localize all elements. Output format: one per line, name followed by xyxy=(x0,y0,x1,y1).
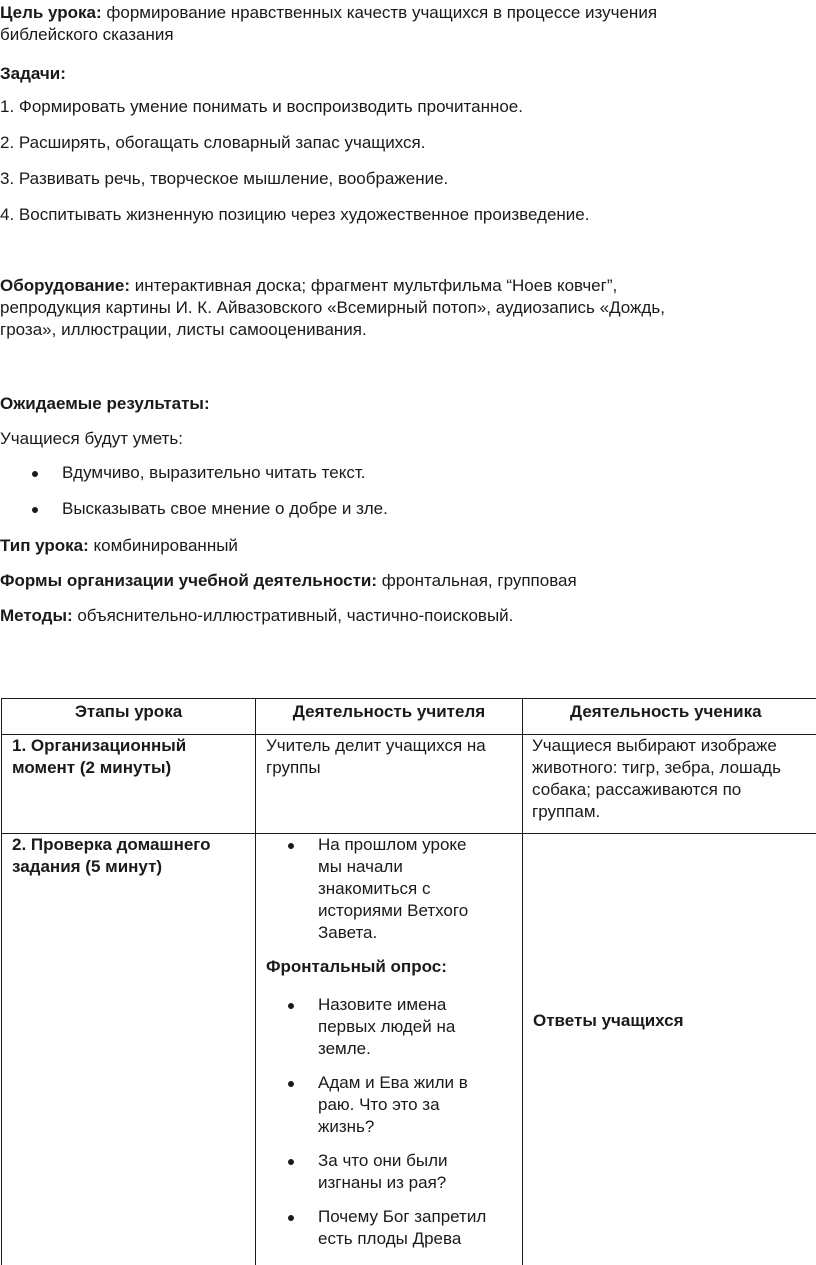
result-item-text: Высказывать свое мнение о добре и зле. xyxy=(62,499,388,518)
result-item-text: Вдумчиво, выразительно читать текст. xyxy=(62,463,366,482)
table-row xyxy=(2,834,816,1265)
header-student: Деятельность ученика xyxy=(523,699,816,735)
bullet-icon xyxy=(288,843,294,849)
teacher-line: Учитель делит учащихся на xyxy=(266,736,486,755)
survey-label: Фронтальный опрос: xyxy=(266,957,447,976)
list-line: изгнаны из рая? xyxy=(318,1173,447,1192)
intro-list xyxy=(256,834,522,944)
equipment-line-2: репродукция картины И. К. Айвазовского «Всемирный потоп», аудиозапись «Дождь, xyxy=(0,298,665,317)
lesson-goal xyxy=(0,2,657,24)
list-line: жизнь? xyxy=(318,1117,375,1136)
list-line: Почему Бог запретил xyxy=(318,1207,487,1226)
goal-text-2: библейского сказания xyxy=(0,25,174,44)
bullet-icon xyxy=(32,471,38,477)
table-header-row xyxy=(2,699,816,735)
list-item xyxy=(256,1150,522,1194)
list-item xyxy=(256,1206,522,1250)
bullet-icon xyxy=(288,1081,294,1087)
methods-value: объяснительно-иллюстративный, частично-поисковый. xyxy=(72,606,514,625)
questions-list xyxy=(256,994,522,1250)
list-line: знакомиться с xyxy=(318,879,431,898)
forms-value: фронтальная, групповая xyxy=(377,571,577,590)
task-item-2: 2. Расширять, обогащать словарный запас учащихся. xyxy=(0,133,426,152)
list-line: Адам и Ева жили в xyxy=(318,1073,468,1092)
list-line: историями Ветхого xyxy=(318,901,469,920)
header-stages: Этапы урока xyxy=(2,699,256,735)
equipment xyxy=(0,275,617,297)
bullet-icon xyxy=(32,507,38,513)
bullet-icon xyxy=(288,1159,294,1165)
student-answers: Ответы учащихся xyxy=(533,1011,684,1030)
stage-cell xyxy=(2,735,256,834)
teacher-line: группы xyxy=(266,758,321,777)
table-row xyxy=(2,735,816,834)
student-cell xyxy=(523,834,816,1265)
list-line: первых людей на xyxy=(318,1017,456,1036)
stage-line: 1. Организационный xyxy=(12,736,187,755)
student-line: Учащиеся выбирают изображе xyxy=(532,736,777,755)
stage-line: момент (2 минуты) xyxy=(12,758,172,777)
list-line: земле. xyxy=(318,1039,371,1058)
header-teacher: Деятельность учителя xyxy=(256,699,523,735)
bullet-icon xyxy=(288,1003,294,1009)
list-line: раю. Что это за xyxy=(318,1095,440,1114)
list-line: мы начали xyxy=(318,857,403,876)
student-line: собака; рассаживаются по xyxy=(532,780,742,799)
list-line: На прошлом уроке xyxy=(318,835,467,854)
lesson-type-label: Тип урока: xyxy=(0,536,89,555)
lesson-plan-table xyxy=(1,698,816,1265)
stage-cell xyxy=(2,834,256,1265)
equipment-line-3: гроза», иллюстрации, листы самооценивания. xyxy=(0,320,367,339)
list-line: есть плоды Древа xyxy=(318,1229,462,1248)
teacher-cell xyxy=(256,735,523,834)
forms-label: Формы организации учебной деятельности: xyxy=(0,571,378,590)
task-item-3: 3. Развивать речь, творческое мышление, воображение. xyxy=(0,169,449,188)
list-item xyxy=(256,834,522,944)
stage-line: 2. Проверка домашнего xyxy=(12,835,211,854)
activity-forms xyxy=(0,570,577,592)
lesson-type xyxy=(0,535,238,557)
list-line: Завета. xyxy=(318,923,378,942)
teacher-cell xyxy=(256,834,523,1265)
bullet-icon xyxy=(288,1215,294,1221)
student-line: животного: тигр, зебра, лошадь xyxy=(532,758,781,777)
list-item xyxy=(256,994,522,1060)
equipment-label: Оборудование: xyxy=(0,276,130,295)
task-item-4: 4. Воспитывать жизненную позицию через художественное произведение. xyxy=(0,205,590,224)
goal-label: Цель урока: xyxy=(0,3,102,22)
spacer xyxy=(256,1060,522,1072)
spacer xyxy=(256,1194,522,1206)
list-line: Назовите имена xyxy=(318,995,447,1014)
lesson-type-value: комбинированный xyxy=(88,536,238,555)
stage-line: задания (5 минут) xyxy=(12,857,163,876)
goal-text-1: формирование нравственных качеств учащихся в процессе изучения xyxy=(101,3,658,22)
list-line: За что они были xyxy=(318,1151,448,1170)
spacer xyxy=(256,1138,522,1150)
tasks-label: Задачи: xyxy=(0,64,66,83)
task-item-1: 1. Формировать умение понимать и воспроизводить прочитанное. xyxy=(0,97,523,116)
results-intro: Учащиеся будут уметь: xyxy=(0,429,183,448)
methods-label: Методы: xyxy=(0,606,73,625)
methods xyxy=(0,605,513,627)
student-cell xyxy=(523,735,816,834)
list-item xyxy=(256,1072,522,1138)
student-line: группам. xyxy=(532,802,601,821)
equipment-line-1: интерактивная доска; фрагмент мультфильма “Ноев ковчег”, xyxy=(130,276,618,295)
results-label: Ожидаемые результаты: xyxy=(0,394,210,413)
